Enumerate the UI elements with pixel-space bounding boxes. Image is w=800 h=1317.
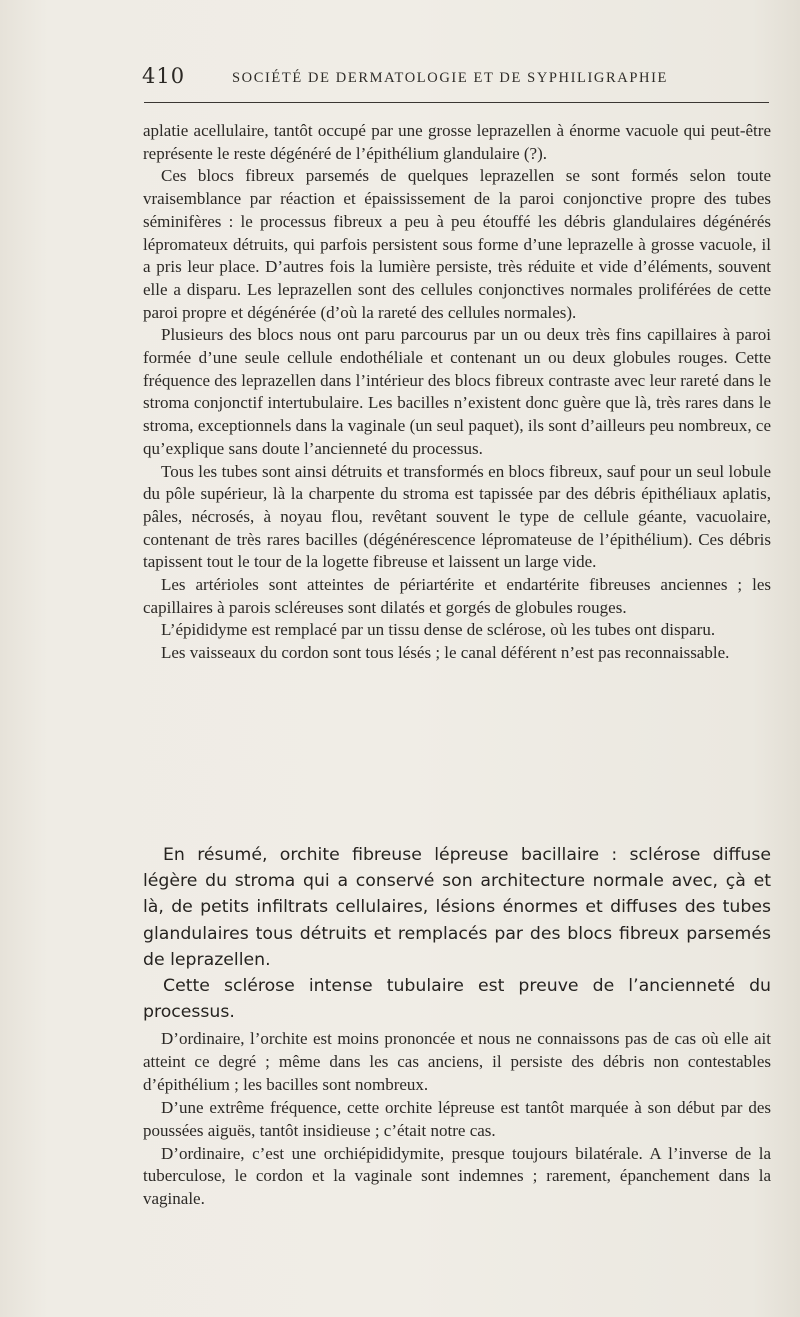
paragraph: Plusieurs des blocs nous ont paru parcourus par un ou deux très fins capillaires à paroi formée d’une seule cellule endothéliale et contenant un ou deux globules rouges. Cette fréquence des leprazellen dans l’intérieur des blocs fibreux contraste avec leur rareté dans le stroma conjonctif intertubulaire. Les bacilles n’existent donc guère que là, très rares dans le stroma, exceptionnels dans la vaginale (un seul paquet), ils sont d’ailleurs peu nombreux, ce qu’explique sans doute l’ancienneté du processus. <box>143 325 771 458</box>
paragraph: D’une extrême fréquence, cette orchite lépreuse est tantôt marquée à son début par des poussées aiguës, tantôt insidieuse ; c’était notre cas. <box>143 1097 771 1140</box>
summary-section <box>143 842 771 1025</box>
header-rule <box>144 102 769 103</box>
paragraph: L’épididyme est remplacé par un tissu dense de sclérose, où les tubes ont disparu. <box>161 620 716 640</box>
paragraph: D’ordinaire, c’est une orchiépididymite, presque toujours bilatérale. A l’inverse de la tuberculose, le cordon et la vaginale sont indemnes ; rarement, épanchement dans la vaginale. <box>143 1143 771 1209</box>
paragraph: Les vaisseaux du cordon sont tous lésés ; le canal déférent n’est pas reconnaissable. <box>161 643 730 663</box>
summary-paragraph: En résumé, orchite fibreuse lépreuse bacillaire : sclérose diffuse légère du stroma qui a conservé son architecture normale avec, çà et là, de petits infiltrats cellulaires, lésions énormes et diffuses des tubes glandulaires tous détruits et remplacés par des blocs fibreux parsemés de leprazellen. <box>143 845 771 970</box>
paragraph: Ces blocs fibreux parsemés de quelques leprazellen se sont formés selon toute vraisemblance par réaction et épaississement de la paroi conjonctive propre des tubes séminifères : le processus fibreux a peu à peu étouffé les débris glandulaires dégénérés lépromateux détruits, qui parfois persistent sous forme d’une leprazelle à grosse vacuole, il a pris leur place. D’autres fois la lumière persiste, très réduite et vide d’éléments, souvent elle a disparu. Les leprazellen sont des cellules conjonctives normales proliférées de cette paroi propre et dégénérée (d’où la rareté des cellules normales). <box>143 166 771 322</box>
body-text <box>143 120 771 665</box>
page-number: 410 <box>142 64 186 88</box>
paragraph: D’ordinaire, l’orchite est moins prononcée et nous ne connaissons pas de cas où elle ait atteint ce degré ; même dans les cas anciens, il persiste des débris non contestables d’épithélium ; les bacilles sont nombreux. <box>143 1029 771 1094</box>
running-title: SOCIÉTÉ DE DERMATOLOGIE ET DE SYPHILIGRAPHIE <box>232 70 668 86</box>
page-header <box>142 64 768 94</box>
closing-section <box>143 1028 771 1211</box>
paragraph: aplatie acellulaire, tantôt occupé par une grosse leprazellen à énorme vacuole qui peut-être représente le reste dégénéré de l’épithélium glandulaire (?). <box>143 121 771 163</box>
paragraph: Tous les tubes sont ainsi détruits et transformés en blocs fibreux, sauf pour un seul lobule du pôle supérieur, là la charpente du stroma est tapissée par des débris épithéliaux aplatis, pâles, nécrosés, à noyau flou, revêtant souvent le type de cellule géante, vacuolaire, contenant de très rares bacilles (dégénérescence lépromateuse de l’épithélium). Ces débris tapissent tout le tour de la logette fibreuse et laissent un large vide. <box>143 461 771 572</box>
paragraph: Les artérioles sont atteintes de périartérite et endartérite fibreuses anciennes ; les capillaires à parois scléreuses sont dilatés et gorgés de globules rouges. <box>143 575 771 617</box>
summary-paragraph: Cette sclérose intense tubulaire est preuve de l’ancienneté du processus. <box>143 976 771 1023</box>
